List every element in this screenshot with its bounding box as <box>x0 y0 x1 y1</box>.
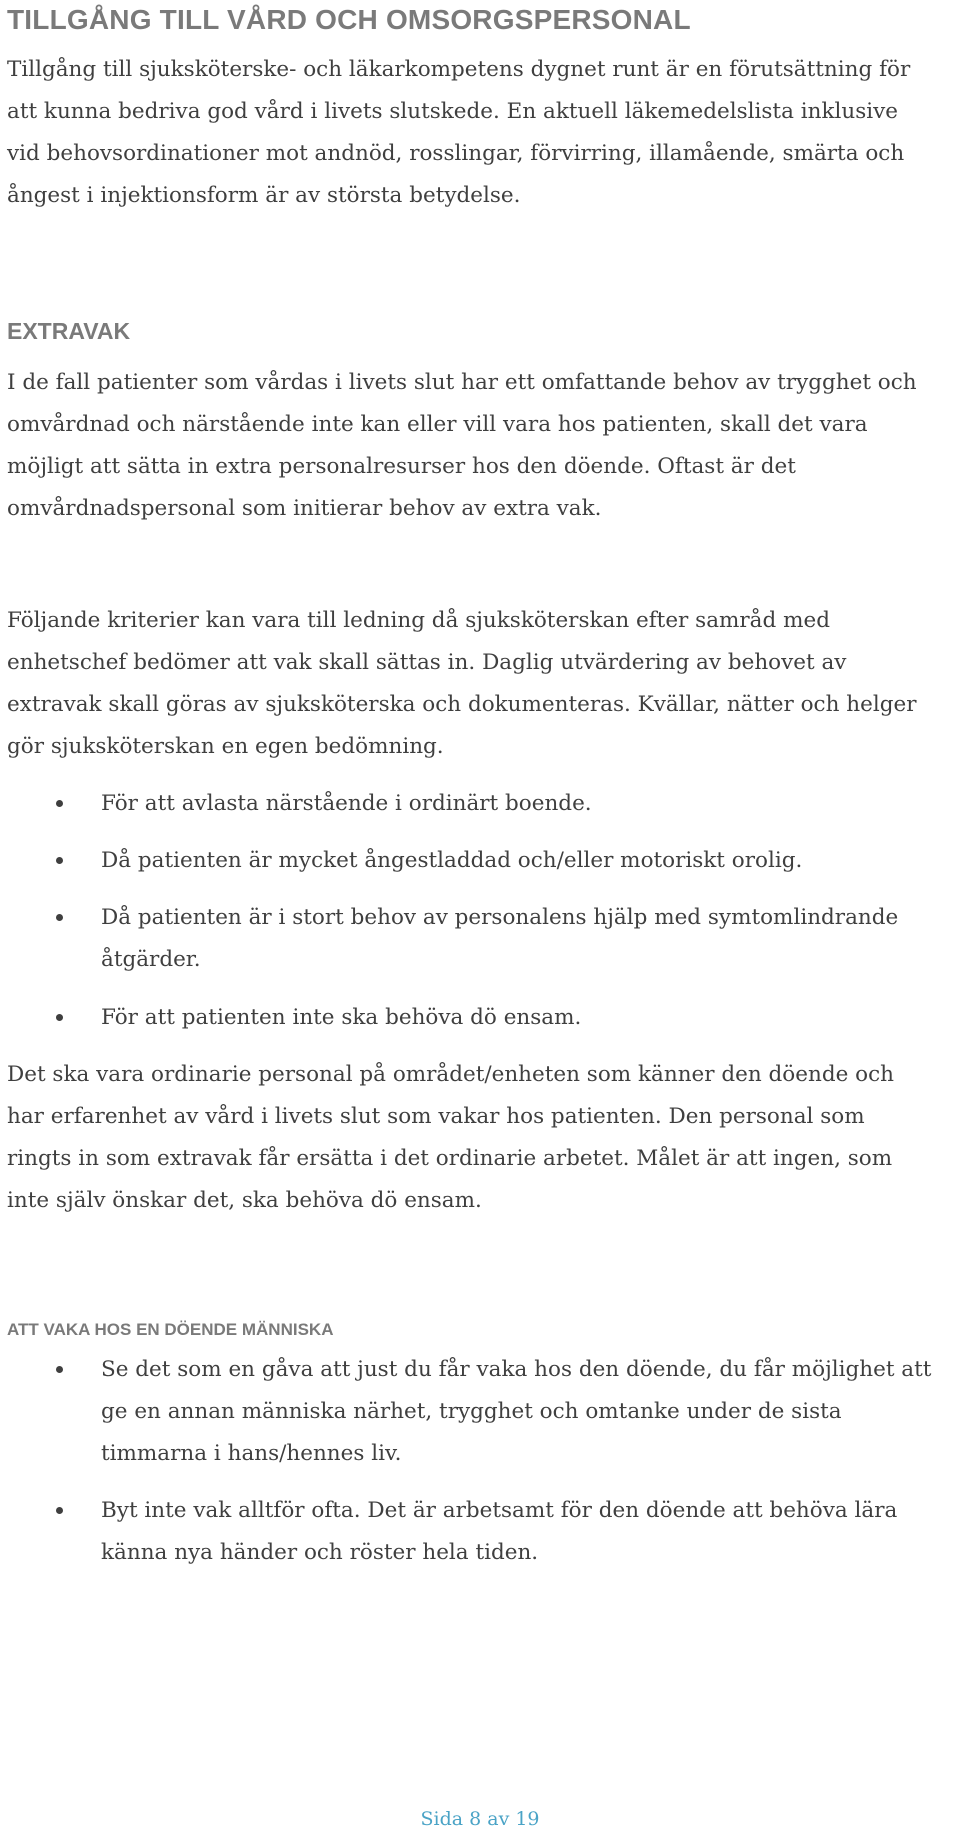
text-line: För att avlasta närstående i ordinärt boende. <box>101 791 592 816</box>
text-line: Då patienten är mycket ångestladdad och/eller motoriskt orolig. <box>101 848 803 873</box>
text-line: gör sjuksköterskan en egen bedömning. <box>7 734 444 759</box>
bullet-icon <box>56 800 63 807</box>
text-line: timmarna i hans/hennes liv. <box>101 1441 402 1466</box>
bullet-icon <box>56 1507 63 1514</box>
text-line: Det ska vara ordinarie personal på området/enheten som känner den döende och <box>7 1062 894 1087</box>
text-line: har erfarenhet av vård i livets slut som vakar hos patienten. Den personal som <box>7 1104 865 1129</box>
text-line: känna nya händer och röster hela tiden. <box>101 1540 539 1565</box>
extravak-paragraph-2 <box>7 600 959 768</box>
text-line: omvårdnad och närstående inte kan eller vill vara hos patienten, skall det vara <box>7 412 868 437</box>
text-line: möjligt att sätta in extra personalresurser hos den döende. Oftast är det <box>7 454 796 479</box>
text-line: inte själv önskar det, ska behöva dö ensam. <box>7 1188 482 1213</box>
text-line: Då patienten är i stort behov av personalens hjälp med symtomlindrande <box>101 905 899 930</box>
intro-paragraph <box>7 49 959 217</box>
text-line: åtgärder. <box>101 947 201 972</box>
text-line: extravak skall göras av sjuksköterska och dokumenteras. Kvällar, nätter och helger <box>7 692 917 717</box>
text-line: vid behovsordinationer mot andnöd, rosslingar, förvirring, illamående, smärta och <box>7 141 905 166</box>
page-number: Sida 8 av 19 <box>420 1808 540 1830</box>
bullet-icon <box>56 914 63 921</box>
text-line: ge en annan människa närhet, trygghet och omtanke under de sista <box>101 1399 842 1424</box>
text-line: att kunna bedriva god vård i livets slutskede. En aktuell läkemedelslista inklusive <box>7 99 898 124</box>
text-line: enhetschef bedömer att vak skall sättas in. Daglig utvärdering av behovet av <box>7 650 847 675</box>
extravak-paragraph-1 <box>7 362 959 530</box>
bullet-icon <box>56 1014 63 1021</box>
section-heading-att-vaka: ATT VAKA HOS EN DÖENDE MÄNNISKA <box>7 1320 334 1339</box>
section-heading-tillgang: TILLGÅNG TILL VÅRD OCH OMSORGSPERSONAL <box>7 4 691 35</box>
text-line: I de fall patienter som vårdas i livets slut har ett omfattande behov av trygghet och <box>7 370 917 395</box>
text-line: Byt inte vak alltför ofta. Det är arbetsamt för den döende att behöva lära <box>101 1498 898 1523</box>
bullet-icon <box>56 1366 63 1373</box>
text-line: Tillgång till sjuksköterske- och läkarkompetens dygnet runt är en förutsättning för <box>7 57 911 82</box>
text-line: omvårdnadspersonal som initierar behov av extra vak. <box>7 496 602 521</box>
extravak-paragraph-3 <box>7 1054 959 1222</box>
text-line: ringts in som extravak får ersätta i det ordinarie arbetet. Målet är att ingen, som <box>7 1146 893 1171</box>
text-line: ångest i injektionsform är av största betydelse. <box>7 183 521 208</box>
text-line: För att patienten inte ska behöva dö ensam. <box>101 1005 582 1030</box>
text-line: Se det som en gåva att just du får vaka hos den döende, du får möjlighet att <box>101 1357 932 1382</box>
text-line: Följande kriterier kan vara till ledning då sjuksköterskan efter samråd med <box>7 608 830 633</box>
section-heading-extravak: EXTRAVAK <box>7 318 131 344</box>
bullet-icon <box>56 857 63 864</box>
